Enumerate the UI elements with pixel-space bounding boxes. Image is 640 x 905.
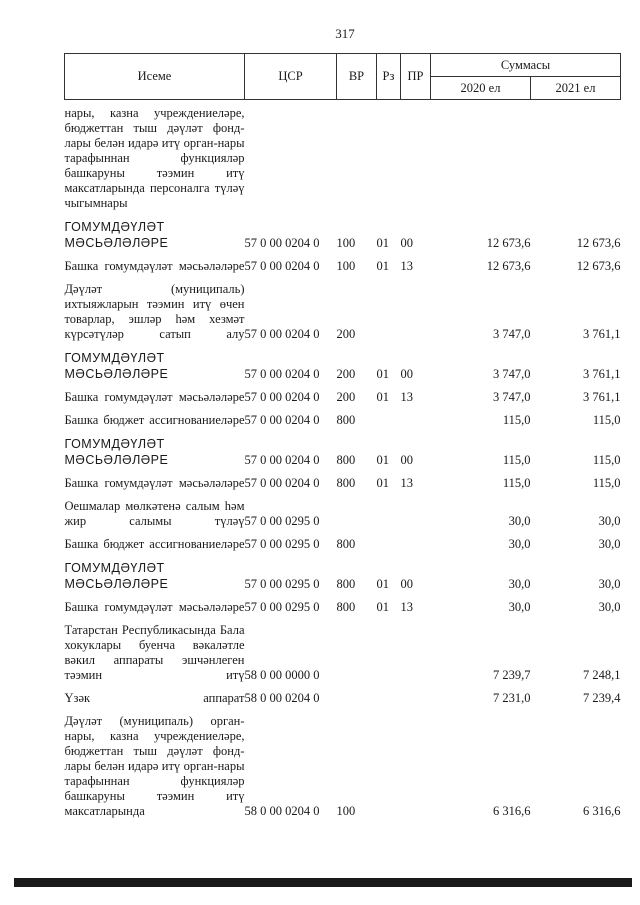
row-name: нары, казна учреждениеләре, бюджеттан тыш дәүләт фонд-лары белән идарә итү орган-нары тарафыннан функцияләр башкаруны тәэмин итү максатларында персоналга түләү чыгымнары <box>64 106 245 210</box>
row-pr: 00 <box>400 453 413 467</box>
row-rz <box>377 276 401 344</box>
row-value-2021: 30,0 <box>598 514 621 528</box>
row-vr: 800 <box>336 453 356 467</box>
row-name: ГОМУМДӘҮЛӘТ МӘСЬӘЛӘЛӘРЕ <box>64 220 169 250</box>
row-csr <box>245 100 337 214</box>
row-value-2021: 12 673,6 <box>576 259 621 273</box>
row-name: Башка гомумдәүләт мәсьәләләре <box>64 600 245 614</box>
row-vr: 100 <box>336 804 356 818</box>
table-row <box>65 276 621 344</box>
row-vr: 800 <box>336 476 356 490</box>
row-name: Башка гомумдәүләт мәсьәләләре <box>64 390 245 404</box>
row-vr <box>337 493 377 531</box>
row-value-2021: 12 673,6 <box>576 236 621 250</box>
row-name: Башка гомумдәүләт мәсьәләләре <box>64 476 245 490</box>
row-csr: 57 0 00 0204 0 <box>244 390 320 404</box>
row-pr: 00 <box>400 236 413 250</box>
header-vr: ВР <box>337 54 377 100</box>
row-rz <box>377 407 401 430</box>
row-value-2020: 7 239,7 <box>493 668 531 682</box>
row-vr: 100 <box>336 236 356 250</box>
table-row <box>65 493 621 531</box>
row-value-2021: 115,0 <box>592 453 621 467</box>
header-year-2020: 2020 ел <box>431 77 531 100</box>
row-pr: 13 <box>400 259 413 273</box>
row-csr: 57 0 00 0204 0 <box>244 367 320 381</box>
row-rz: 01 <box>376 453 389 467</box>
table-row <box>65 531 621 554</box>
row-rz <box>377 617 401 685</box>
header-csr: ЦСР <box>245 54 337 100</box>
row-csr: 57 0 00 0204 0 <box>244 236 320 250</box>
row-csr: 57 0 00 0295 0 <box>244 514 320 528</box>
row-vr: 800 <box>336 537 356 551</box>
row-pr <box>401 493 431 531</box>
row-vr: 800 <box>336 413 356 427</box>
table-row <box>65 407 621 430</box>
row-rz <box>377 100 401 214</box>
row-vr <box>337 617 377 685</box>
row-csr: 58 0 00 0204 0 <box>244 804 320 818</box>
row-csr: 57 0 00 0295 0 <box>244 577 320 591</box>
row-name: Татарстан Республикасында Бала хокуклары буенча вәкаләтле вәкил аппараты эшчәнлеген тәэмин итү <box>64 623 245 682</box>
row-value-2020: 115,0 <box>502 476 531 490</box>
row-csr: 57 0 00 0204 0 <box>244 453 320 467</box>
row-rz: 01 <box>376 577 389 591</box>
row-rz <box>377 531 401 554</box>
row-pr <box>401 617 431 685</box>
table-row <box>65 594 621 617</box>
row-rz: 01 <box>376 259 389 273</box>
table-row <box>65 617 621 685</box>
budget-table <box>64 53 621 821</box>
row-value-2020 <box>431 100 531 214</box>
header-sums: Суммасы <box>431 54 621 77</box>
header-rz: Рз <box>377 54 401 100</box>
table-body <box>65 100 621 822</box>
row-value-2021: 115,0 <box>592 413 621 427</box>
row-name: Үзәк аппарат <box>64 691 245 705</box>
row-value-2020: 30,0 <box>508 537 531 551</box>
row-rz <box>377 708 401 821</box>
header-year-2021: 2021 ел <box>531 77 621 100</box>
table-row <box>65 253 621 276</box>
row-name: ГОМУМДӘҮЛӘТ МӘСЬӘЛӘЛӘРЕ <box>64 351 169 381</box>
row-value-2020: 30,0 <box>508 600 531 614</box>
row-csr: 57 0 00 0204 0 <box>244 327 320 341</box>
row-value-2020: 3 747,0 <box>493 390 531 404</box>
table-row <box>65 430 621 470</box>
row-value-2021: 30,0 <box>598 577 621 591</box>
row-value-2020: 115,0 <box>502 413 531 427</box>
row-pr: 00 <box>400 577 413 591</box>
row-pr: 13 <box>400 600 413 614</box>
row-rz <box>377 685 401 708</box>
row-name: Башка бюджет ассигнованиеләре <box>64 537 245 551</box>
row-pr: 00 <box>400 367 413 381</box>
row-rz: 01 <box>376 236 389 250</box>
row-vr <box>337 685 377 708</box>
row-rz: 01 <box>376 390 389 404</box>
row-value-2020: 6 316,6 <box>493 804 531 818</box>
row-value-2020: 12 673,6 <box>486 259 531 273</box>
row-pr <box>401 100 431 214</box>
header-pr: ПР <box>401 54 431 100</box>
table-row <box>65 708 621 821</box>
row-name: Башка бюджет ассигнованиеләре <box>64 413 245 427</box>
row-csr: 57 0 00 0204 0 <box>244 413 320 427</box>
row-csr: 58 0 00 0204 0 <box>244 691 320 705</box>
table-row <box>65 213 621 253</box>
scan-edge-bar <box>14 878 632 887</box>
row-vr: 800 <box>336 577 356 591</box>
row-vr: 200 <box>336 390 356 404</box>
row-rz <box>377 493 401 531</box>
row-value-2021 <box>531 100 621 214</box>
row-value-2021: 3 761,1 <box>583 327 621 341</box>
row-vr <box>337 100 377 214</box>
table-row <box>65 100 621 214</box>
row-pr <box>401 685 431 708</box>
row-name: Дәүләт (муниципаль) орган-нары, казна учреждениеләре, бюджеттан тыш дәүләт фонд-лары белән идарә итү орган-нары тарафыннан функцияләр башкаруны тәэмин итү максатларында <box>64 714 245 818</box>
row-csr: 57 0 00 0295 0 <box>244 600 320 614</box>
table-row <box>65 554 621 594</box>
row-pr: 13 <box>400 390 413 404</box>
row-pr: 13 <box>400 476 413 490</box>
row-name: ГОМУМДӘҮЛӘТ МӘСЬӘЛӘЛӘРЕ <box>64 561 169 591</box>
row-value-2021: 3 761,1 <box>583 367 621 381</box>
row-value-2021: 6 316,6 <box>583 804 621 818</box>
header-name: Исеме <box>65 54 245 100</box>
row-value-2020: 3 747,0 <box>493 327 531 341</box>
row-csr: 58 0 00 0000 0 <box>244 668 320 682</box>
row-csr: 57 0 00 0204 0 <box>244 476 320 490</box>
row-value-2021: 115,0 <box>592 476 621 490</box>
row-rz: 01 <box>376 476 389 490</box>
row-csr: 57 0 00 0295 0 <box>244 537 320 551</box>
row-name: Дәүләт (муниципаль) ихтыяжларын тәэмин итү өчен товарлар, эшләр һәм хезмәт күрсәтүләр сатып алу <box>64 282 245 341</box>
row-value-2020: 115,0 <box>502 453 531 467</box>
row-name: Оешмалар мөлкәтенә салым һәм жир салымы түләү <box>64 499 245 528</box>
page-number: 317 <box>335 26 355 41</box>
table-row <box>65 470 621 493</box>
row-value-2021: 7 239,4 <box>583 691 621 705</box>
row-vr: 200 <box>336 327 356 341</box>
row-value-2020: 30,0 <box>508 577 531 591</box>
row-name: Башка гомумдәүләт мәсьәләләре <box>64 259 245 273</box>
row-value-2020: 3 747,0 <box>493 367 531 381</box>
row-pr <box>401 407 431 430</box>
row-vr: 100 <box>336 259 356 273</box>
table-row <box>65 344 621 384</box>
table-row <box>65 685 621 708</box>
row-vr: 800 <box>336 600 356 614</box>
row-vr: 200 <box>336 367 356 381</box>
row-value-2020: 12 673,6 <box>486 236 531 250</box>
row-value-2020: 7 231,0 <box>493 691 531 705</box>
row-value-2021: 7 248,1 <box>583 668 621 682</box>
row-pr <box>401 708 431 821</box>
row-value-2021: 3 761,1 <box>583 390 621 404</box>
row-pr <box>401 276 431 344</box>
row-csr: 57 0 00 0204 0 <box>244 259 320 273</box>
row-value-2021: 30,0 <box>598 600 621 614</box>
row-value-2021: 30,0 <box>598 537 621 551</box>
row-pr <box>401 531 431 554</box>
row-rz: 01 <box>376 367 389 381</box>
row-name: ГОМУМДӘҮЛӘТ МӘСЬӘЛӘЛӘРЕ <box>64 437 169 467</box>
table-row <box>65 384 621 407</box>
row-value-2020: 30,0 <box>508 514 531 528</box>
row-rz: 01 <box>376 600 389 614</box>
